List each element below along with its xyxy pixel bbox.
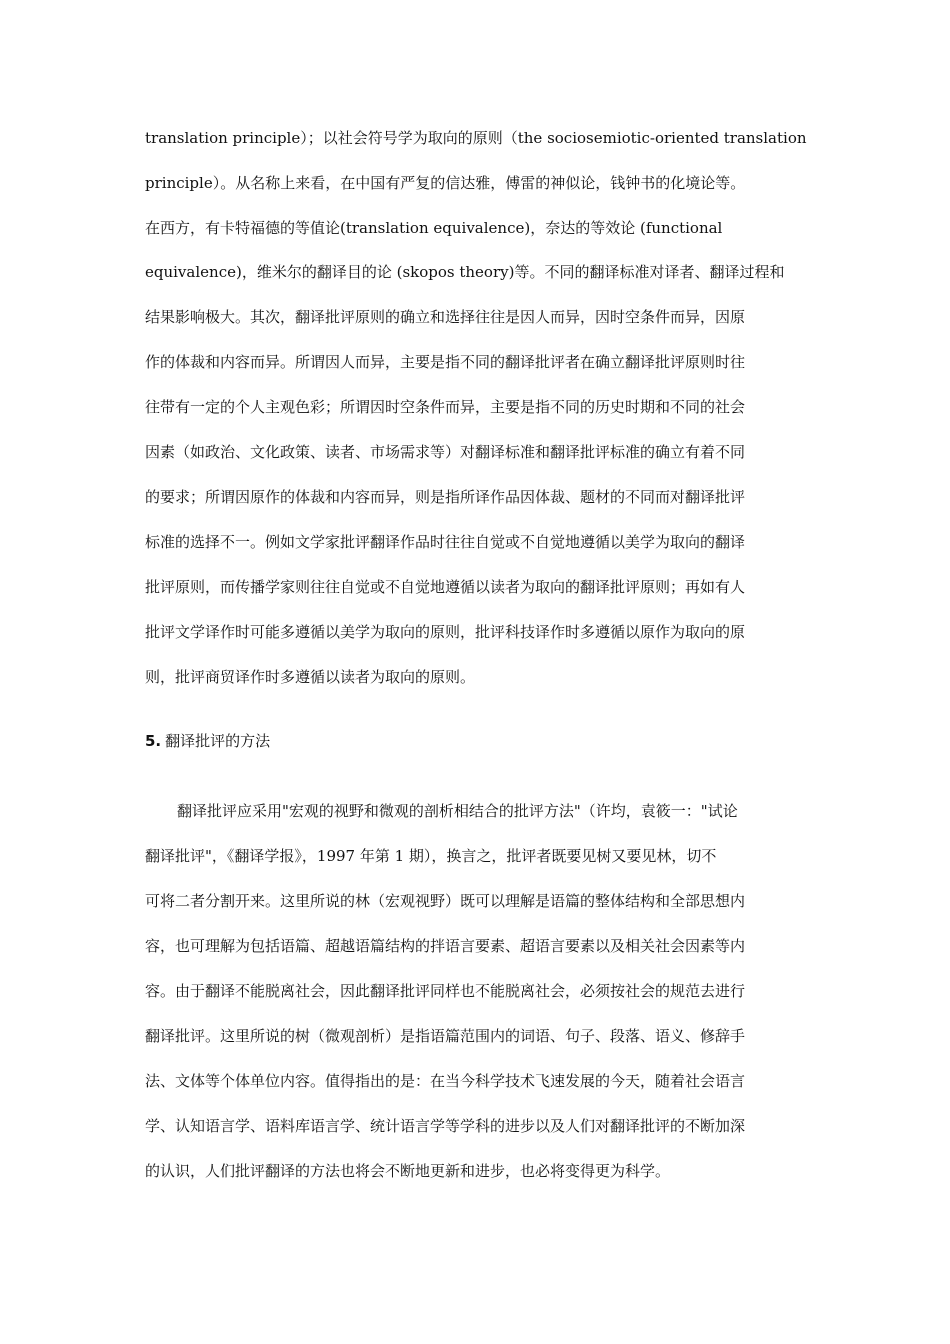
paragraph-line: 翻译批评应采用"宏观的视野和微观的剖析相结合的批评方法"（许均，袁筱一："试论	[177, 802, 738, 820]
paragraph-line: 容。由于翻译不能脱离社会，因此翻译批评同样也不能脱离社会，必须按社会的规范去进行	[145, 982, 746, 1000]
paragraph-line: 翻译批评。这里所说的树（微观剖析）是指语篇范围内的词语、句子、段落、语义、修辞手	[145, 1027, 746, 1045]
paragraph-line: 因素（如政治、文化政策、读者、市场需求等）对翻译标准和翻译批评标准的确立有着不同	[145, 443, 746, 461]
paragraph-line: 标准的选择不一。例如文学家批评翻译作品时往往自觉或不自觉地遵循以美学为取向的翻译	[145, 533, 746, 551]
paragraph-line: 翻译批评"，《翻译学报》，1997 年第 1 期），换言之，批评者既要见树又要见林，切不	[145, 847, 717, 865]
paragraph-line: 法、文体等个体单位内容。值得指出的是：在当今科学技术飞速发展的今天，随着社会语言	[145, 1072, 746, 1090]
paragraph-line: 结果影响极大。其次，翻译批评原则的确立和选择往往是因人而异，因时空条件而异，因原	[145, 308, 746, 326]
paragraph-line: 的认识，人们批评翻译的方法也将会不断地更新和进步，也必将变得更为科学。	[145, 1162, 671, 1180]
paragraph-line: 的要求；所谓因原作的体裁和内容而异，则是指所译作品因体裁、题材的不同而对翻译批评	[145, 488, 746, 506]
paragraph-line: 批评文学译作时可能多遵循以美学为取向的原则，批评科技译作时多遵循以原作为取向的原	[145, 623, 746, 641]
section-number: 5.	[145, 732, 162, 750]
section-title: 翻译批评的方法	[165, 732, 271, 750]
paragraph-line: 容，也可理解为包括语篇、超越语篇结构的拌语言要素、超语言要素以及相关社会因素等内	[145, 937, 746, 955]
paragraph-line: 在西方，有卡特福德的等值论(translation equivalence)，奈达的等效论 (functional	[145, 219, 723, 237]
paragraph-line: 批评原则，而传播学家则往往自觉或不自觉地遵循以读者为取向的翻译批评原则；再如有人	[145, 578, 746, 596]
paragraph-line: translation principle）；以社会符号学为取向的原则（the sociosemiotic-oriented translation	[145, 129, 807, 147]
section-heading	[145, 731, 815, 751]
paragraph-line: 学、认知语言学、语料库语言学、统计语言学等学科的进步以及人们对翻译批评的不断加深	[145, 1117, 746, 1135]
paragraph-line: equivalence)，维米尔的翻译目的论 (skopos theory)等。不同的翻译标准对译者、翻译过程和	[145, 263, 785, 281]
paragraph-line: principle）。从名称上来看，在中国有严复的信达雅，傅雷的神似论，钱钟书的化境论等。	[145, 174, 746, 192]
paragraph-line: 则，批评商贸译作时多遵循以读者为取向的原则。	[145, 668, 476, 686]
paragraph-line: 作的体裁和内容而异。所谓因人而异，主要是指不同的翻译批评者在确立翻译批评原则时往	[145, 353, 746, 371]
paragraph-line: 可将二者分割开来。这里所说的林（宏观视野）既可以理解是语篇的整体结构和全部思想内	[145, 892, 746, 910]
paragraph-line: 往带有一定的个人主观色彩；所谓因时空条件而异，主要是指不同的历史时期和不同的社会	[145, 398, 746, 416]
